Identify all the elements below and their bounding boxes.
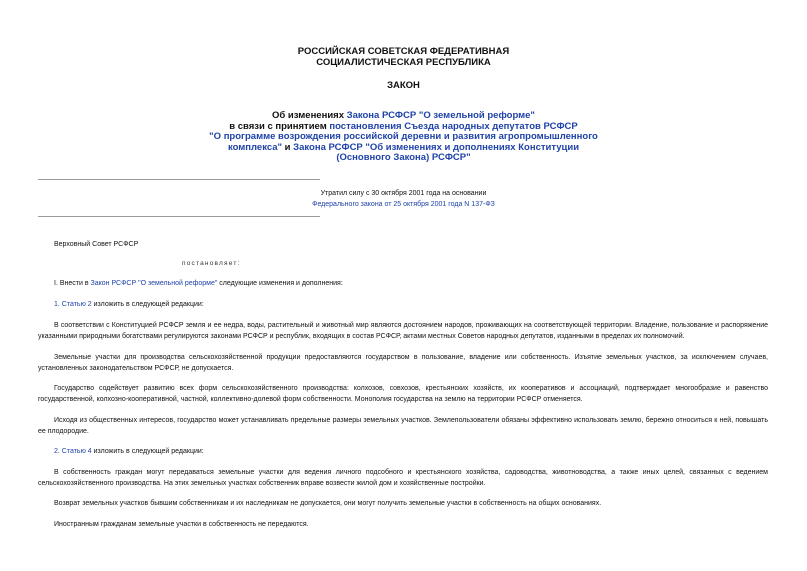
- congress-resolution-link-cont[interactable]: "О программе возрождения российской деревни и развития агропромышленного: [209, 131, 598, 142]
- congress-resolution-link[interactable]: постановления Съезда народных депутатов РСФСР: [329, 120, 578, 132]
- validity-note: [0, 188, 807, 210]
- constitution-amendment-law-link[interactable]: Закона РСФСР "Об изменениях и дополнениях Конституции: [293, 141, 580, 153]
- federal-law-link[interactable]: Федерального закона от 25 октября 2001 года N 137-ФЗ: [312, 201, 495, 208]
- document-type: ЗАКОН: [387, 80, 420, 91]
- intro-paragraph: [38, 279, 768, 290]
- item-1-text: изложить в следующей редакции:: [91, 301, 204, 308]
- article-2-link[interactable]: Статью 2: [61, 301, 92, 308]
- land-reform-law-body-link[interactable]: Закон РСФСР "О земельной реформе": [90, 280, 218, 287]
- item-2-number: 2.: [54, 448, 62, 455]
- header-line-2: СОЦИАЛИСТИЧЕСКАЯ РЕСПУБЛИКА: [316, 57, 491, 68]
- paragraph-5: Исходя из общественных интересов, государство может устанавливать предельные размеры земельных участков. Землепользователи обязаны эффективно использовать землю, бережно относиться к ней, повышать ее плодородие.: [38, 417, 768, 435]
- document-title: [0, 111, 807, 164]
- paragraph-3: Земельные участки для производства сельскохозяйственной продукции предоставляются государством в пользование, владение или собственность. Изъятие земельных участков, за исключением случаев, установленных законодательством РСФСР, не допускается.: [38, 354, 768, 372]
- paragraph-7: В собственность граждан могут передаваться земельные участки для ведения личного подсобного и крестьянского хозяйства, садоводства, животноводства, а также иных целей, связанных с ведением сельскохозяйственного производства. На этих земельных участках собственник вправе возвести жилой дом и хозяйственные постройки.: [38, 469, 768, 487]
- title-text: Об изменениях: [272, 110, 347, 121]
- land-reform-law-link[interactable]: Закона РСФСР "О земельной реформе": [346, 110, 535, 121]
- validity-note-line-1: Утратил силу с 30 октября 2001 года на основании: [320, 190, 487, 197]
- paragraph-8: Возврат земельных участков бывшим собственникам и их наследникам не допускается, они могут получить земельные участки в собственность на общих основаниях.: [54, 500, 602, 507]
- title-text: и: [282, 141, 294, 153]
- title-line-5: [0, 153, 807, 164]
- header-line-1: РОССИЙСКАЯ СОВЕТСКАЯ ФЕДЕРАТИВНАЯ: [297, 46, 510, 57]
- divider-bottom: [38, 216, 320, 217]
- title-text: в связи с принятием: [229, 120, 330, 132]
- intro-text-end: следующие изменения и дополнения:: [217, 280, 343, 287]
- congress-resolution-link-end[interactable]: комплекса": [227, 141, 283, 153]
- constitution-amendment-law-link-end[interactable]: (Основного Закона) РСФСР": [336, 152, 471, 163]
- item-2: [38, 447, 768, 458]
- header: [0, 46, 807, 68]
- decree-word: постановляет:: [182, 260, 241, 267]
- paragraph-4: Государство содействует развитию всех форм сельскохозяйственного производства: колхозов, совхозов, крестьянских хозяйств, их кооперативов и ассоциаций, подтверждает многообразие и равенство государственной, колхозно-кооперативной, частной, коллективно-долевой форм собственности. Монополия государства на землю на территории РСФСР отменяется.: [38, 385, 768, 403]
- intro-text: I. Внести в: [54, 280, 91, 287]
- item-1: [38, 300, 768, 311]
- paragraph-9: Иностранным гражданам земельные участки в собственность не передаются.: [54, 521, 309, 528]
- article-4-link[interactable]: Статью 4: [61, 448, 92, 455]
- paragraph-2: В соответствии с Конституцией РСФСР земля и ее недра, воды, растительный и животный мир являются достоянием народов, проживающих на соответствующей территории. Владение, пользование и распоряжение указанными природными богатствами регулируются законами РСФСР и республик, входящих в состав РСФСР, актами местных Советов народных депутатов, изданными в пределах их полномочий.: [38, 322, 768, 340]
- issuer: Верховный Совет РСФСР: [54, 241, 139, 248]
- divider-top: [38, 179, 320, 180]
- item-2-text: изложить в следующей редакции:: [91, 448, 204, 455]
- item-1-number: 1.: [54, 301, 62, 308]
